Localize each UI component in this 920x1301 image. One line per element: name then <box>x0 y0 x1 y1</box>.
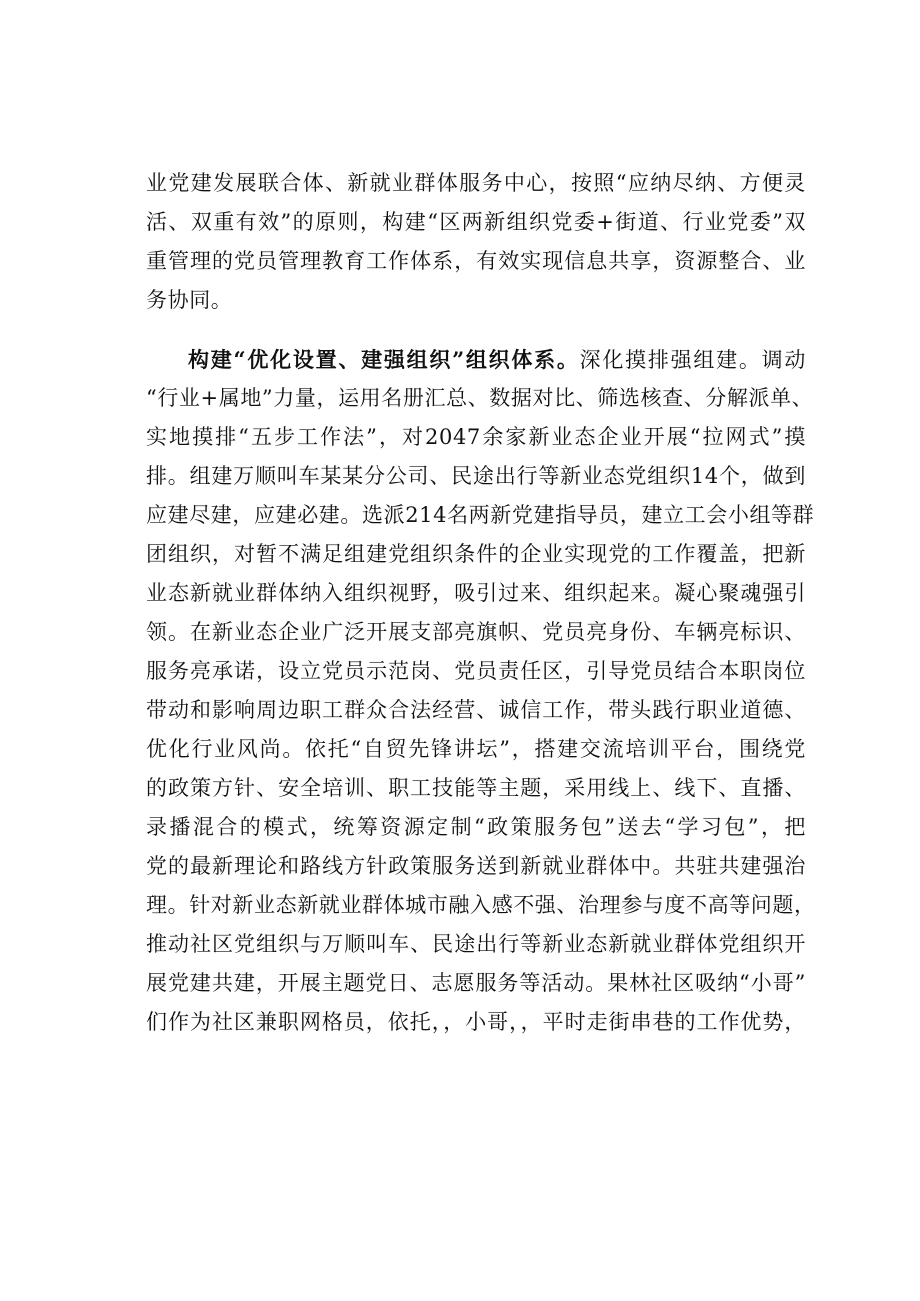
paragraph-line: 实地摸排“五步工作法”，对2047余家新业态企业开展“拉网式”摸 <box>146 425 806 449</box>
paragraph-line: 重管理的党员管理教育工作体系，有效实现信息共享，资源整合、业 <box>146 249 806 273</box>
paragraph-line: 带动和影响周边职工群众合法经营、诚信工作，带头践行职业道德、 <box>146 698 806 722</box>
section-heading: 构建“优化设置、建强组织”组织体系。 <box>188 347 580 372</box>
paragraph-line: 团组织，对暂不满足组建党组织条件的企业实现党的工作覆盖，把新 <box>146 542 806 566</box>
paragraph-line: 的政策方针、安全培训、职工技能等主题，采用线上、线下、直播、 <box>146 776 806 800</box>
paragraph-1 <box>146 164 806 320</box>
first-line-text: 深化摸排强组建。调动 <box>579 348 806 372</box>
paragraph-first-line <box>146 340 806 379</box>
paragraph-line: “行业+属地”力量，运用名册汇总、数据对比、筛选核查、分解派单、 <box>146 386 814 410</box>
paragraph-line: 领。在新业态企业广泛开展支部亮旗帜、党员亮身份、车辆亮标识、 <box>146 620 806 644</box>
paragraph-line: 应建尽建，应建必建。选派214名两新党建指导员，建立工会小组等群 <box>146 503 815 527</box>
paragraph-line: 优化行业风尚。依托“自贸先锋讲坛”，搭建交流培训平台，围绕党 <box>146 737 806 761</box>
paragraph-line: 服务亮承诺，设立党员示范岗、党员责任区，引导党员结合本职岗位 <box>146 659 806 683</box>
paragraph-line: 业党建发展联合体、新就业群体服务中心，按照“应纳尽纳、方便灵 <box>146 171 806 195</box>
paragraph-line: 排。组建万顺叫车某某分公司、民途出行等新业态党组织14个，做到 <box>146 464 806 488</box>
paragraph-line: 活、双重有效”的原则，构建“区两新组织党委+街道、行业党委”双 <box>146 210 806 234</box>
paragraph-line: 录播混合的模式，统筹资源定制“政策服务包”送去“学习包”，把 <box>146 815 806 839</box>
paragraph-line: 展党建共建，开展主题党日、志愿服务等活动。果林社区吸纳“小哥” <box>146 971 806 995</box>
paragraph-line: 理。针对新业态新就业群体城市融入感不强、治理参与度不高等问题， <box>146 893 816 917</box>
paragraph-line: 党的最新理论和路线方针政策服务送到新就业群体中。共驻共建强治 <box>146 854 806 878</box>
paragraph-2 <box>146 340 816 1042</box>
paragraph-line: 务协同。 <box>146 288 233 312</box>
paragraph-line: 业态新就业群体纳入组织视野，吸引过来、组织起来。凝心聚魂强引 <box>146 581 806 605</box>
paragraph-line: 推动社区党组织与万顺叫车、民途出行等新业态新就业群体党组织开 <box>146 932 806 956</box>
paragraph-line: 们作为社区兼职网格员，依托，，小哥，，平时走街串巷的工作优势， <box>146 1010 806 1034</box>
